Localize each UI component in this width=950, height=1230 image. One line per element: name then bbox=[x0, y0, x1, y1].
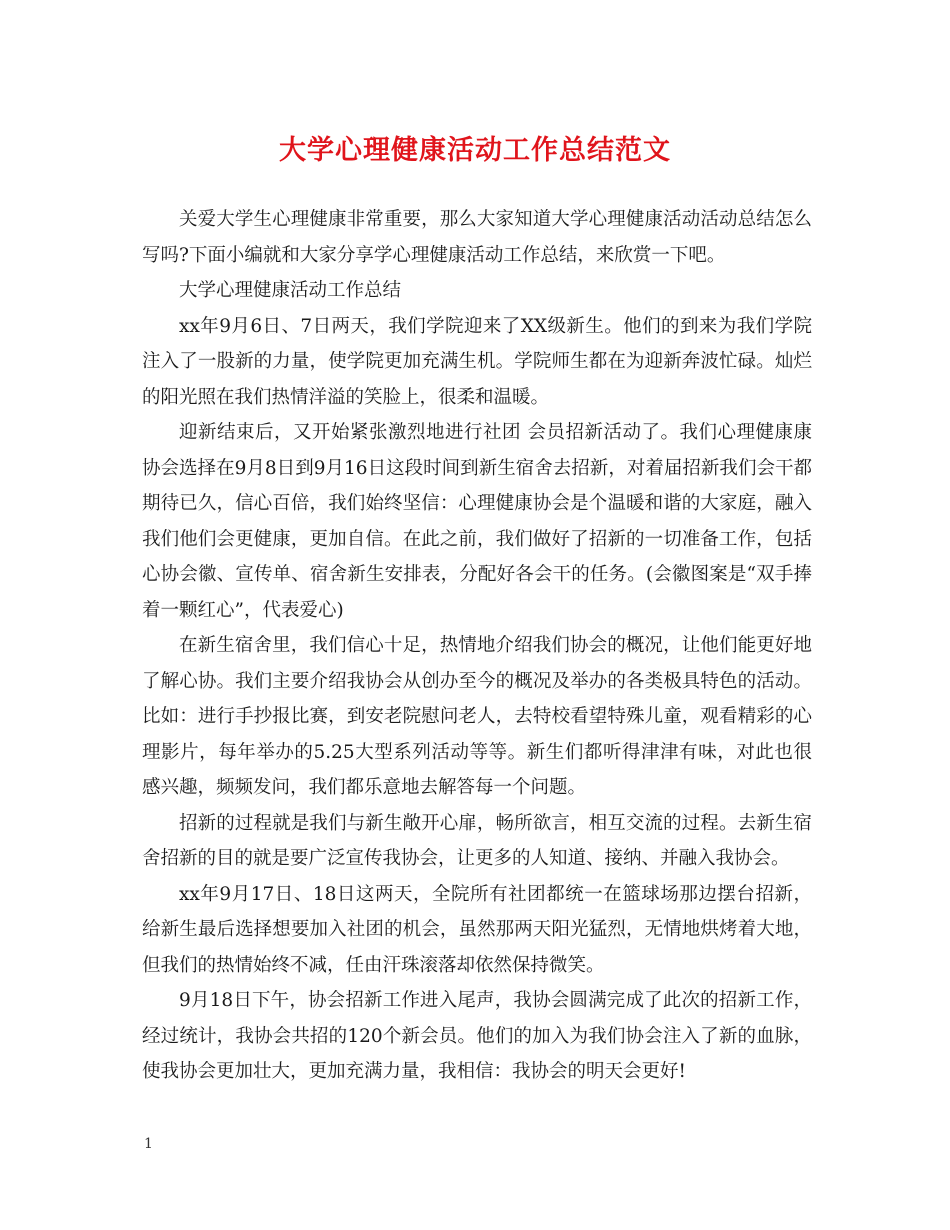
body-paragraph: xx年9月6日、7日两天，我们学院迎来了XX级新生。他们的到来为我们学院注入了一股新的力量，使学院更加充满生机。学院师生都在为迎新奔波忙碌。灿烂的阳光照在我们热情洋溢的笑脸上，很柔和温暖。 bbox=[142, 315, 812, 408]
body-paragraph: 9月18日下午，协会招新工作进入尾声，我协会圆满完成了此次的招新工作，经过统计，我协会共招的120个新会员。他们的加入为我们协会注入了新的血脉，使我协会更加壮大，更加充满力量，我相信：我协会的明天会更好! bbox=[142, 990, 812, 1082]
body-paragraph: xx年9月17日、18日这两天，全院所有社团都统一在篮球场那边摆台招新，给新生最后选择想要加入社团的机会，虽然那两天阳光猛烈，无情地烘烤着大地，但我们的热情始终不减，任由汗珠滚落却依然保持微笑。 bbox=[142, 883, 812, 976]
body-paragraph: 招新的过程就是我们与新生敞开心扉，畅所欲言，相互交流的过程。去新生宿舍招新的目的就是要广泛宣传我协会，让更多的人知道、接纳、并融入我协会。 bbox=[142, 812, 812, 869]
page-title: 大学心理健康活动工作总结范文 bbox=[279, 135, 671, 166]
intro-paragraph: 关爱大学生心理健康非常重要，那么大家知道大学心理健康活动活动总结怎么写吗?下面小编就和大家分享学心理健康活动工作总结，来欣赏一下吧。 bbox=[142, 209, 812, 266]
body-paragraph: 迎新结束后，又开始紧张激烈地进行社团 会员招新活动了。我们心理健康康协会选择在9月8日到9月16日这段时间到新生宿舍去招新，对着届招新我们会干都期待已久，信心百倍，我们始终坚信：心理健康协会是个温暖和谐的大家庭，融入我们他们会更健康，更加自信。在此之前，我们做好了招新的一切准备工作，包括心协会徽、宣传单、宿舍新生安排表，分配好各会干的任务。(会徽图案是“双手捧着一颗红心”，代表爱心) bbox=[142, 422, 812, 621]
section-heading: 大学心理健康活动工作总结 bbox=[179, 280, 402, 301]
page-number: 1 bbox=[144, 1136, 153, 1152]
body-paragraph: 在新生宿舍里，我们信心十足，热情地介绍我们协会的概况，让他们能更好地了解心协。我们主要介绍我协会从创办至今的概况及举办的各类极具特色的活动。比如：进行手抄报比赛，到安老院慰问老人，去特校看望特殊儿童，观看精彩的心理影片，每年举办的5.25大型系列活动等等。新生们都听得津津有味，对此也很感兴趣，频频发问，我们都乐意地去解答每一个问题。 bbox=[142, 635, 812, 798]
document-body bbox=[142, 202, 812, 1090]
